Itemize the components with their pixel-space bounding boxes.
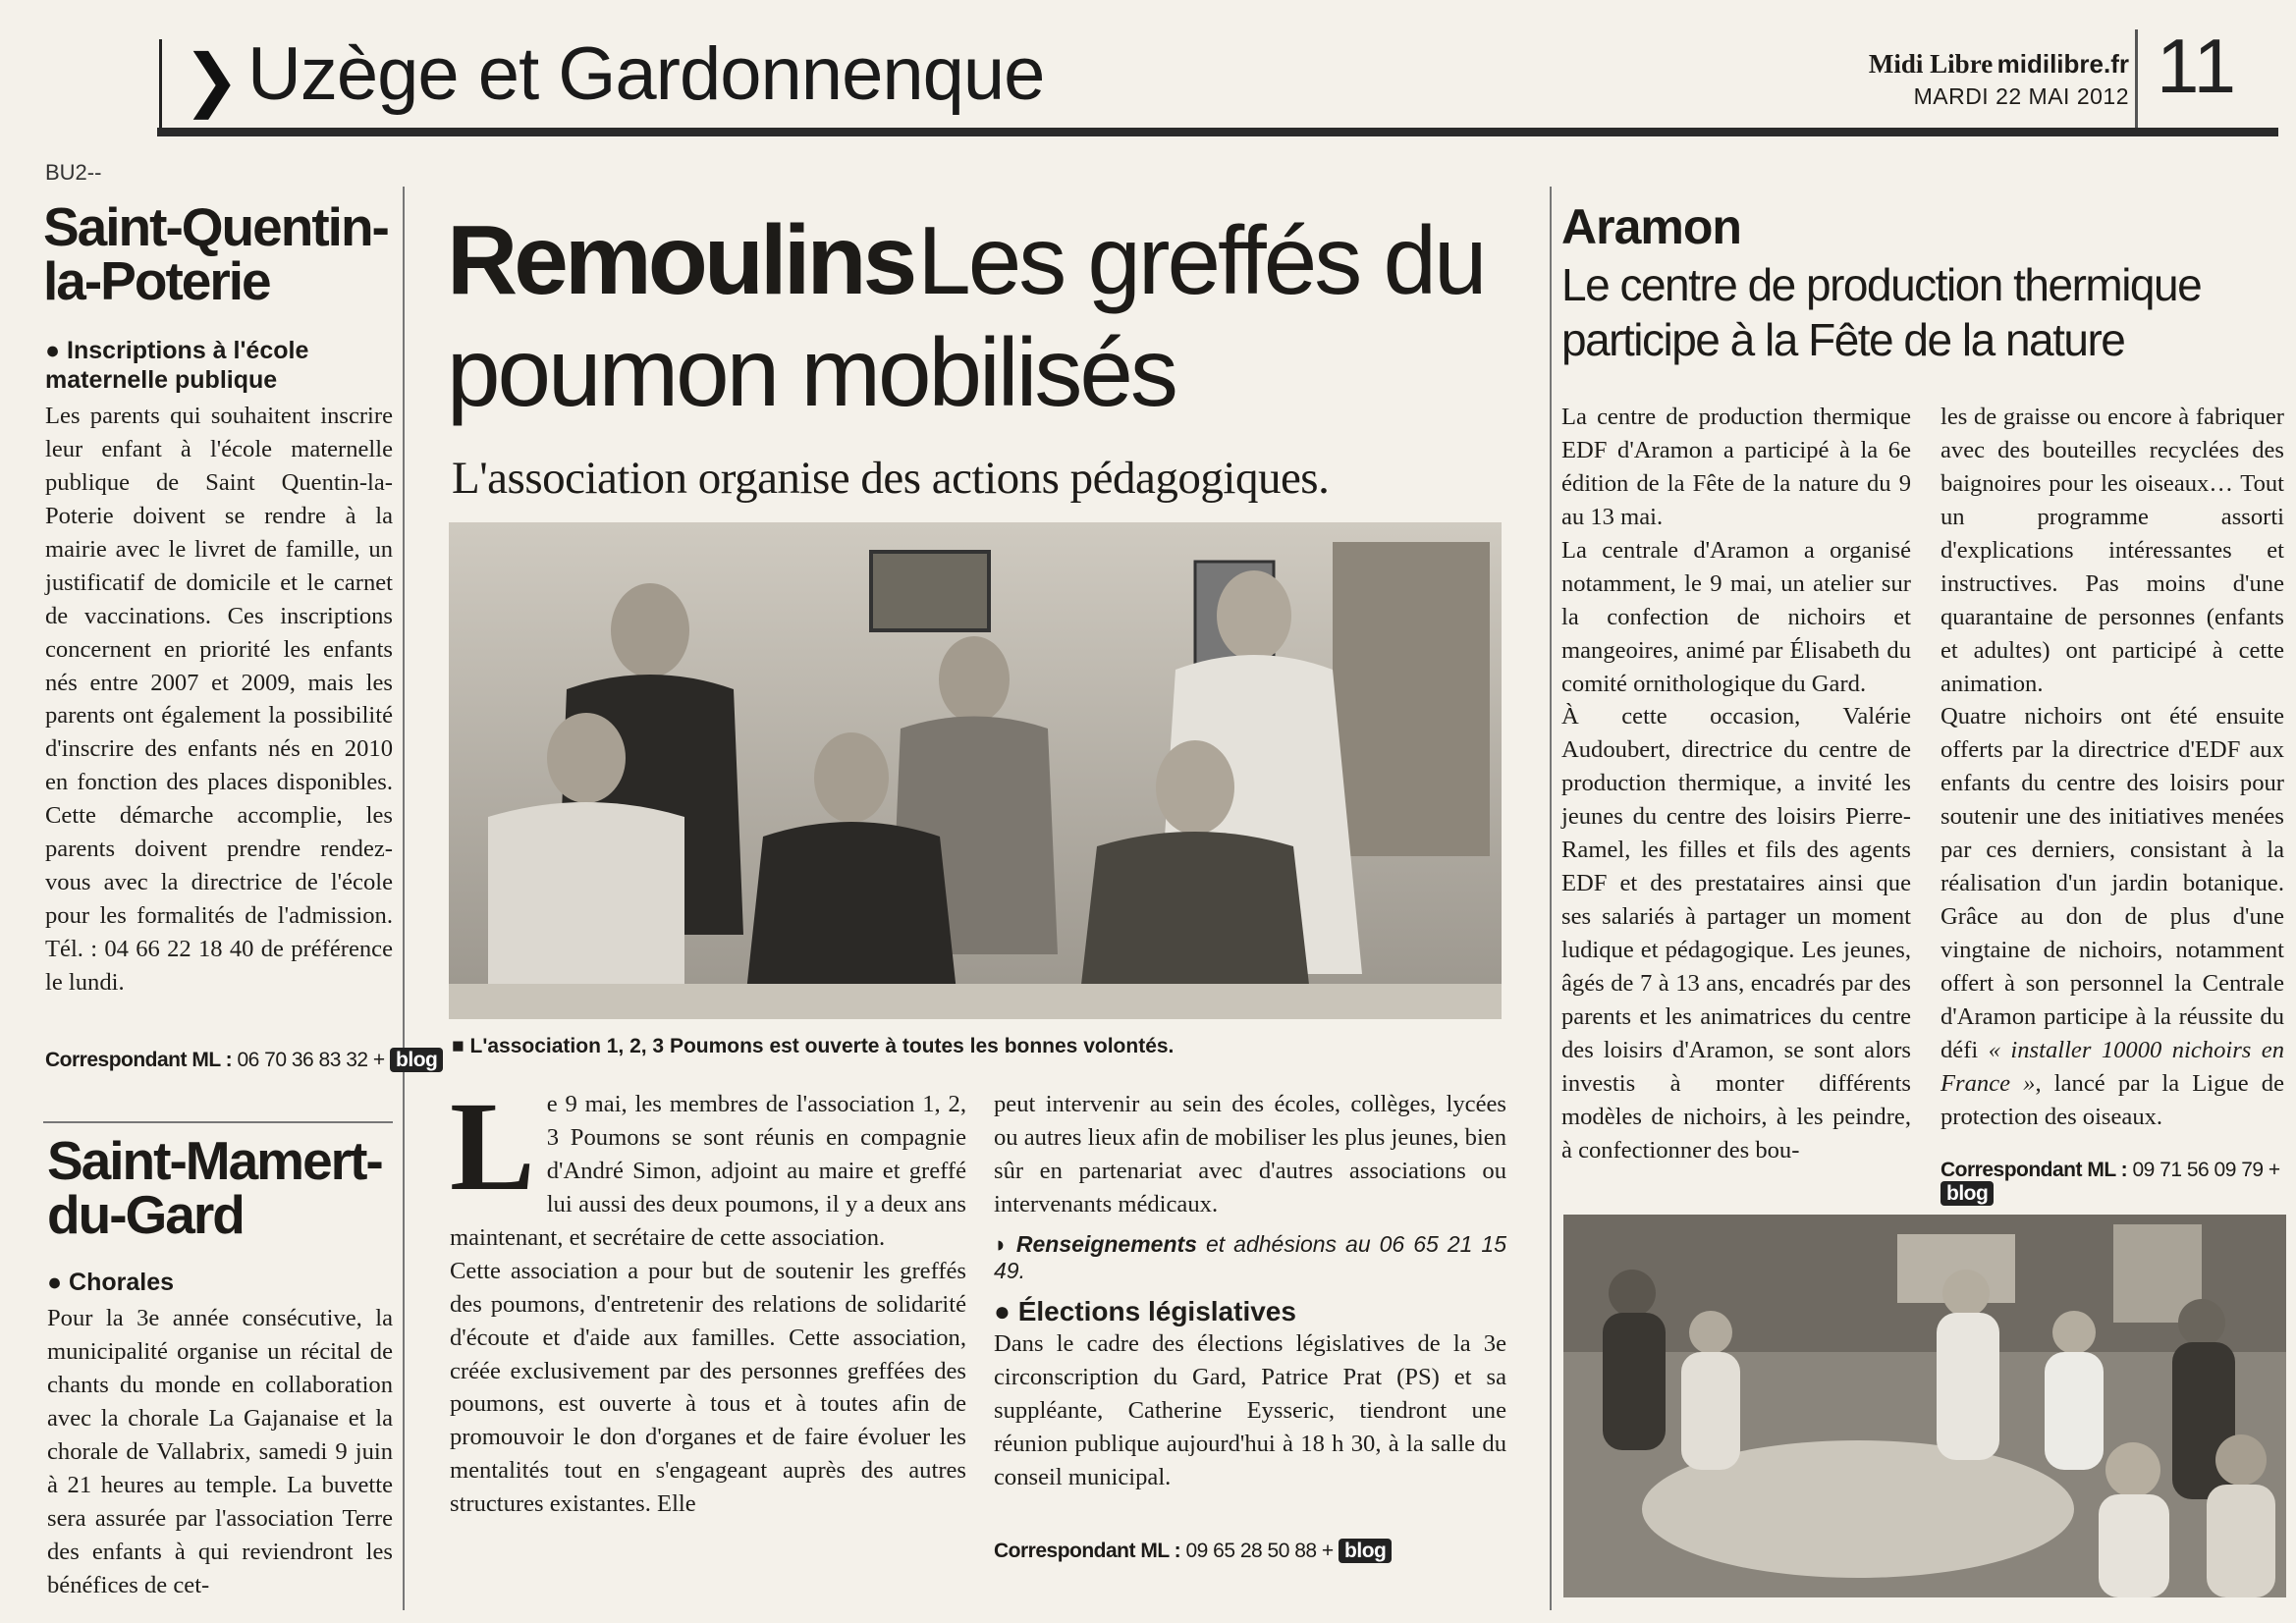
correspondent-line xyxy=(1941,1159,2296,1206)
brief-divider xyxy=(43,1121,393,1123)
article-paragraph: e 9 mai, les membres de l'association 1, 2, 3 Poumons se sont réunis en compagnie d'André Simon, adjoint au maire et greffé lui aussi des deux poumons, il y a deux ans maintenant, et secrétaire de cette association. xyxy=(450,1091,966,1251)
article-headline xyxy=(447,204,1527,428)
info-line: ◗ Renseignements et adhésions au 06 65 21 15 49. xyxy=(994,1230,1506,1283)
page-number: 11 xyxy=(2157,23,2236,109)
edition-code: BU2-- xyxy=(45,160,102,185)
article-column-2 xyxy=(1941,401,2284,1134)
brief-town-title: Saint-Mamert-du-Gard xyxy=(47,1130,382,1245)
brief-body: Les parents qui souhaitent inscrire leur enfant à l'école maternelle publique de Saint Quentin-la-Poterie doivent se rendre à la mairie avec le livret de famille, un justificatif de domicile et le carnet de vaccinations. Ces inscriptions concernent en priorité les enfants nés entre 2007 et 2009, mais les parents ont également la possibilité d'inscrire des enfants nés en 2010 en fonction des places disponibles. Cette démarche accomplie, les parents doivent prendre rendez-vous avec la directrice de l'école pour les formalités de l'admission. Tél. : 04 66 22 18 40 de préférence le lundi. xyxy=(45,403,393,996)
article-paragraph: À cette occasion, Valérie Audoubert, directrice du centre de production thermique, a invité les jeunes du centre des loisirs Pierre-Ramel, les filles et fils des agents EDF et des prestataires ainsi que ses salariés à partager un moment ludique et pédagogique. Les jeunes, âgés de 7 à 13 ans, encadrés par des parents et les animatrices du centre des loisirs d'Aramon, se sont alors investis à monter différents modèles de nichoirs, à les peindre, à confectionner des bou- xyxy=(1561,703,1911,1163)
brief-heading: ● Inscriptions à l'école maternelle publique xyxy=(45,337,309,394)
article-subhead: L'association organise des actions pédagogiques. xyxy=(452,453,1330,504)
headline-text: Les greffés du poumon mobilisés xyxy=(447,206,1485,426)
brief-heading: ● Chorales xyxy=(47,1269,175,1296)
blog-badge: blog xyxy=(1941,1181,1994,1206)
article-paragraph: La centre de production thermique EDF d'Aramon a participé à la 6e édition de la Fête de la nature du 9 au 13 mai. xyxy=(1561,404,1911,530)
correspondent-label: Correspondant ML : xyxy=(994,1540,1181,1562)
article-column-1 xyxy=(1561,401,1911,1167)
header-divider xyxy=(159,39,162,128)
brief-heading-text: Inscriptions à l'école maternelle publique xyxy=(45,337,309,394)
brief-body: Pour la 3e année consécutive, la municipalité organise un récital de chants du monde en collaboration avec la chorale La Gajanaise et la chorale de Vallabrix, samedi 9 juin à 21 heures au temple. La buvette sera assurée par l'association Terre des enfants à qui reviendront les bénéfices de cet- xyxy=(47,1305,393,1598)
brand-name: Midi Libre xyxy=(1868,49,1994,79)
article-paragraph xyxy=(1941,700,2284,1133)
issue-date: MARDI 22 MAI 2012 xyxy=(1913,83,2129,109)
article-headline: Le centre de production thermique participe à la Fête de la nature xyxy=(1561,259,2202,366)
info-label: Renseignements xyxy=(1015,1230,1197,1257)
article-column-2 xyxy=(994,1088,1506,1493)
elections-heading-text: Élections législatives xyxy=(1017,1295,1296,1326)
caption-text: L'association 1, 2, 3 Poumons est ouverte à toutes les bonnes volontés. xyxy=(469,1035,1175,1057)
section-title: Uzège et Gardonnenque xyxy=(247,32,1045,116)
article-paragraph: Cette association a pour but de soutenir les greffés des poumons, d'entretenir des relations de solidarité d'écoute et d'aide aux familles. Cette association, créée exclusivement par des personnes greffées des poumons, est ouverte à tous et à toutes afin de promouvoir le don d'organes et de faire évoluer les mentalités tout en s'engageant auprès des autres structures existantes. Elle xyxy=(450,1257,966,1518)
quote-text: « installer 10000 nichoirs en France » xyxy=(1941,1036,2284,1097)
correspondent-phone: 06 70 36 83 32 + xyxy=(237,1049,385,1071)
photo-caption: ■ L'association 1, 2, 3 Poumons est ouverte à toutes les bonnes volontés. xyxy=(452,1035,1175,1057)
column-rule-left xyxy=(403,187,405,1610)
workshop-photo xyxy=(1563,1215,2286,1597)
drop-cap: L xyxy=(450,1076,535,1217)
blog-badge: blog xyxy=(390,1048,443,1072)
correspondent-line xyxy=(994,1540,1392,1563)
group-photo xyxy=(449,522,1502,1019)
header-rule xyxy=(157,128,2278,136)
chevron-right-icon: ❯ xyxy=(183,39,241,120)
article-kicker: Aramon xyxy=(1561,199,1741,254)
info-text: et adhésions au 06 65 21 15 49. xyxy=(994,1230,1506,1283)
article-column-1 xyxy=(450,1076,966,1521)
correspondent-phone: 09 71 56 09 79 + xyxy=(2132,1159,2280,1181)
correspondent-label: Correspondant ML : xyxy=(1941,1159,2128,1181)
blog-badge: blog xyxy=(1339,1539,1392,1563)
elections-body: Dans le cadre des élections législatives de la 3e circonscription du Gard, Patrice Prat (PS) et sa suppléante, Catherine Eysseric, tiendront une réunion publique aujourd'hui à 18 h 30, à la salle du conseil municipal. xyxy=(994,1329,1506,1490)
correspondent-label: Correspondant ML : xyxy=(45,1049,233,1071)
masthead-divider xyxy=(2135,29,2138,128)
paragraph-text: , lancé par la Ligue de protection des oiseaux. xyxy=(1941,1069,2285,1130)
headline-kicker: Remoulins xyxy=(447,205,914,315)
paragraph-text: Quatre nichoirs ont été ensuite offerts par la directrice d'EDF aux enfants du centre des loisirs pour soutenir une des initiatives menées par ces derniers, consistant à la réalisation d'un jardin botanique. Grâce au don de plus d'une vingtaine de nichoirs, notamment offert à son personnel la Centrale d'Aramon participe à la réussite du défi xyxy=(1941,703,2284,1063)
column-rule-right xyxy=(1550,187,1552,1610)
correspondent-phone: 09 65 28 50 88 + xyxy=(1185,1540,1334,1562)
brand-site: midilibre.fr xyxy=(1996,49,2129,79)
article-paragraph: La centrale d'Aramon a organisé notamment, le 9 mai, un atelier sur la confection de nichoirs et mangeoires, animé par Élisabeth du comité ornithologique du Gard. xyxy=(1561,536,1911,697)
correspondent-line xyxy=(45,1049,443,1072)
elections-heading: ● Élections législatives xyxy=(994,1295,1296,1326)
brief-heading-text: Chorales xyxy=(69,1269,175,1296)
brief-town-title: Saint-Quentin-la-Poterie xyxy=(43,196,388,311)
article-paragraph: les de graisse ou encore à fabriquer avec des bouteilles recyclées des baignoires pour les oiseaux… Tout un programme assorti d'explications intéressantes et instructives. Pas moins d'une quarantaine de personnes (enfants et adultes) ont participé à cette animation. xyxy=(1941,404,2284,697)
masthead xyxy=(1869,49,2129,110)
article-paragraph: peut intervenir au sein des écoles, collèges, lycées ou autres lieux afin de mobiliser les plus jeunes, bien sûr en partenariat avec d'autres associations ou intervenants médicaux. xyxy=(994,1091,1506,1217)
